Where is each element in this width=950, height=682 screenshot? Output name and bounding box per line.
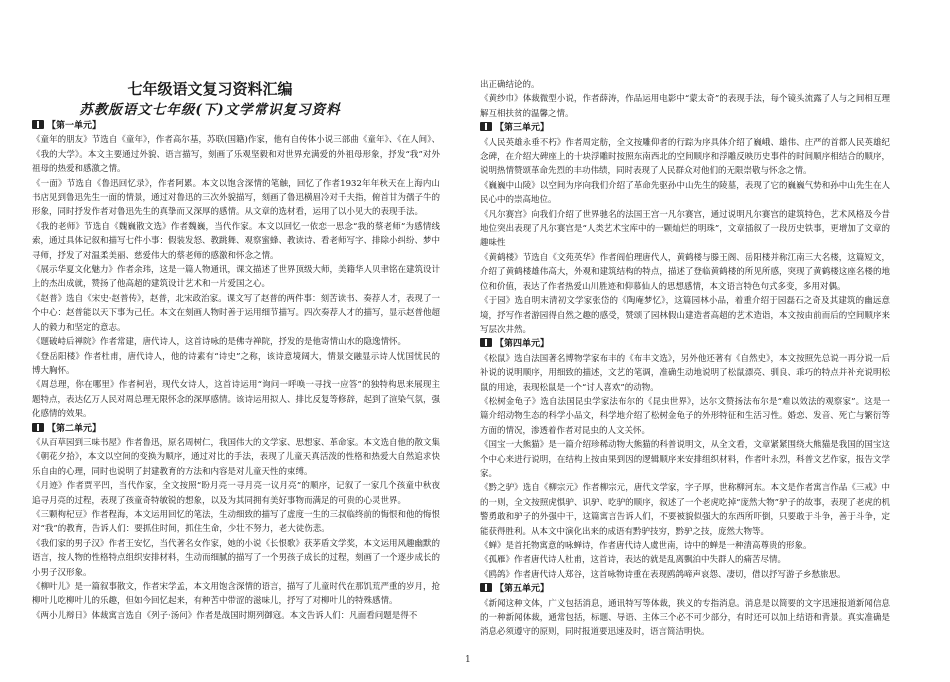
book-icon	[32, 423, 44, 432]
paragraph: 《巍巍中山陵》以空间为序向我们介绍了革命先驱孙中山先生的陵墓，表现了它的巍巍气势和孙中山先生在人民心中的崇高地位。	[480, 180, 890, 206]
paragraph: 《鸥鸽》作者唐代诗人郑谷，这首咏物诗重在表现鸥鸽啼声哀怨、凄切，借以抒写游子乡愁旅思。	[480, 569, 846, 580]
unit-heading-text: 【第二单元】	[47, 423, 102, 434]
paragraph: 《黄纱巾》体裁微型小说，作者薛涛，作品运用电影中“蒙太奇”的表现手法，每个镜头流露了人与之间相互理解互相扶贫的温馨之情。	[480, 94, 890, 119]
book-icon	[480, 122, 492, 131]
paragraph: 《从百草园到三味书屋》作者鲁迅，原名周树仁，我国伟大的文学家、思想家、革命家。本文选自他的散文集《朝花夕拾》，本文以空间的变换为顺序，通过对比的手法，表现了儿童天真活泼的性格和热爱大自然追求快乐自由的心理，同时也说明了封建教育的方法和内容是对儿童天性的束缚。	[32, 437, 441, 477]
paragraph: 《于园》选自明末清初文学家张岱的《陶庵梦忆》，这篇园林小品，着重介绍于园磊石之奇及其建筑的幽远意境，抒写作者游园得自然之趣的感受，赞颂了园林假山建造者高超的艺术造诣，本文按由前而后的空间顺序来写层次井然。	[480, 296, 890, 335]
book-icon	[32, 120, 44, 129]
unit-heading-text: 【第三单元】	[495, 123, 550, 134]
paragraph: 《柳叶儿》是一篇叙事散文，作者宋学孟，本文用饱含深情的语言，描写了儿童时代在那饥荒严重的岁月，抢柳叶儿吃柳叶儿的乐趣，但如今回忆起来，有种苦中带涩的滋味儿，抒写了对柳叶儿的特殊感情。	[32, 582, 441, 607]
paragraph: 《题破峙后禅院》作者常建，唐代诗人，这首诗咏的是佛寺禅院，抒发的是他寄情山水的隐逸情怀。	[32, 337, 407, 348]
unit-heading	[480, 337, 890, 351]
unit-heading-text: 【第一单元】	[47, 121, 102, 131]
right-column	[480, 78, 890, 640]
page-number: 1	[465, 655, 471, 665]
paragraph: 《蝉》是首托物寓意的咏蝉诗，作者唐代诗人虞世南，诗中的蝉是一种清高尊贵的形象。	[480, 541, 812, 551]
paragraph: 《松鼠》选自法国著名博物学家布丰的《布丰文选》，另外他还著有《自然史》，本文按照先总说一再分说一后补说的说明顺序，用细致的描述，文艺的笔调，准确生动地说明了松鼠漂亮、驯良、乖巧的特点并补充说明松鼠的用途，表现松鼠是一个“讨人喜欢”的动物。	[480, 353, 890, 393]
paragraph: 《松树金龟子》选自法国昆虫学家法布尔的《昆虫世界》，达尔文赞扬法布尔是“难以效法的观察家”。这是一篇介绍动物生态的科学小品文，科学地介绍了松树金龟子的外形特征和生活习性。婚恋、发音、死亡与繁衍等方面的情况，渗透着作者对昆虫的人文关怀。	[480, 396, 890, 436]
paragraph: 《人民英雄永垂不朽》作者周定舫，全文按雕仰者的行踪为序具体介绍了巍峨、雄伟、庄严的首都人民英雄纪念碑，在介绍大碑座上的十块浮雕时按照东南西北的空间顺序和浮雕反映历史事件的时间顺序相结合的顺序，说明热情赞颂革命先烈的丰功伟绩，同时表现了人民群众对他们的无限崇敬与怀念之情。	[480, 137, 890, 177]
paragraph: 《新闻这种文体，广义包括消息，通讯特写等体裁，狭义的专指消息。消息是以简要的文字迅速报道新闻信息的一种新闻体裁，通常包括，标题、导语、主体三个必不可少部分，有时还可以加上结语和背景。真实准确是消息必须遵守的原则，同时报道要迅速及时，语言简洁明快。	[480, 598, 890, 638]
left-column	[32, 119, 440, 623]
book-icon	[480, 583, 492, 592]
paragraph: 《我们家的男子汉》作者王安忆，当代著名女作家，她的小说《长恨歌》获茅盾文学奖，本文运用风趣幽默的语言，按人物的性格特点组织安排材料，生动而细腻的描写了一个男孩子成长的过程，刻画了一个逐步成长的小男子汉形象。	[32, 538, 441, 578]
unit-heading-text: 【第四单元】	[495, 339, 550, 350]
unit-heading-text: 【第五单元】	[495, 584, 550, 595]
paragraph: 《童年的朋友》节选自《童年》，作者高尔基，苏联(国籍)作家，他有自传体小说三部曲《童年》、《在人间》、《我的大学》。本文主要通过外貌、语言描写，刻画了乐观坚毅和对世界充满爱的外祖母形象，抒发“我”对外祖母的热爱和感激之情。	[32, 135, 440, 175]
paragraph: 《三颗枸杞豆》作者程海，本文运用回忆的笔法，生动细致的描写了虚度一生的三叔临终前的悔恨和他的悔恨对“我”的教育，告诉人们：要抓住时间，抓住生命，少壮不努力，老大徒伤悲。	[32, 509, 441, 535]
unit-heading	[32, 422, 440, 436]
paragraph: 《孤雁》作者唐代诗人杜甫，这首诗，表达的就是乱离飘泊中失群人的痛苦尽情。	[480, 555, 787, 566]
unit-heading	[480, 582, 890, 596]
paragraph: 《凡尔赛宫》向我们介绍了世界驰名的法国王宫一凡尔赛宫，通过说明凡尔赛宫的建筑特色，艺术风格及今昔地位突出表现了凡尔赛宫是“人类艺术宝库中的一颗灿烂的明珠”，文章插叙了一段历史铁事，更增加了文章的趣味性	[480, 209, 890, 249]
unit-heading	[480, 121, 890, 135]
document-subtitle: 苏教版语文七年级(下)文学常识复习资料	[79, 102, 341, 118]
document-title: 七年级语文复习资料汇编	[127, 80, 293, 98]
paragraph: 《赵普》选自《宋史·赵普传》，赵普，北宋政治家。课文写了赵普的两件事：刻苦读书、奏荐人才，表现了一个中心：赵普能以天下事为己任。本文在刻画人物时善于运用细节描写。四次奏荐人才的描写，显示赵普他超人的毅力和坚定的意志。	[32, 293, 441, 333]
paragraph: 《月迹》作者贾平凹，当代作家，全文按照“盼月亮一寻月亮一议月亮”的顺序，记叙了一家几个孩童中秋夜追寻月亮的过程，表现了孩童奇特敏锐的想象，以及为其同拥有美好事物而满足的可贵的心灵世界。	[32, 481, 440, 506]
unit-heading	[32, 119, 440, 133]
paragraph: 《两小儿辩日》体裁寓言选自《列子·汤问》作者是战国时期列御寇。本文告诉人们：凡面看问题是得不	[32, 610, 418, 621]
paragraph: 《一面》节选自《鲁迅回忆录》，作者阿累。本文以饱含深情的笔触，回忆了作者1932年年秋天在上海内山书店见到鲁迅先生一面的情景，通过对鲁迅的三次外貌描写，刻画了鲁迅横眉冷对千夫指，俯首甘为孺子牛的形象，同时抒发作者对鲁迅先生的真挚而又深厚的感情。从文章的选材看，运用了以小见大的表现手法。	[32, 178, 441, 218]
paragraph: 《黔之驴》选自《柳宗元》作者柳宗元，唐代文学家，字子厚，世称柳河东。本文是作者寓言作品《三戒》中的一则，全文按照虎惧驴、识驴、吃驴的顺序，叙述了一个老虎吃掉“庞然大物”驴子的故事，表现了老虎的机警勇敢和驴子的外强中干，这篇寓言告诉人们，不要被貌似强大的东西所吓倒，只要敢于斗争，善于斗争，定能获得胜利。从本文中演化出来的成语有黔驴技穷，黔驴之技，庞然大物等。	[480, 483, 890, 537]
paragraph: 《展示华夏文化魅力》作者余玮，这是一篇人物通讯，课文描述了世界顶级大师，美籍华人贝聿铭在建筑设计上的杰出成就，赞扬了他高超的建筑设计艺术和一片爱国之心。	[32, 265, 441, 290]
paragraph: 《登岳阳楼》作者杜甫，唐代诗人，他的诗素有“诗史”之称，该诗意境阔大，情景交融显示诗人忧国忧民的博大胸怀。	[32, 351, 440, 376]
book-icon	[480, 338, 492, 347]
paragraph: 《周总理，你在哪里》作者柯岩，现代女诗人，这首诗运用“询问一呼唤一寻找一应答”的独特构思来展现主题特点，表达亿万人民对周总理无限怀念的深厚感情。该诗运用拟人、排比反复等修辞，起到了渲染气氛，强化感情的效果。	[32, 380, 441, 420]
paragraph: 《国宝一大熊猫》是一篇介绍珍稀动物大熊猫的科普说明文，从全文看，文章紧紧围绕大熊猫是我国的国宝这个中心来进行说明，在结构上按由果到因的逻辑顺序来安排组织材料，作者叶永烈，科普文艺作家，报告文学家。	[480, 440, 890, 479]
paragraph: 出正确结论的。	[480, 80, 540, 90]
paragraph: 《黄鹤楼》节选自《文苑英华》作者阎伯理唐代人，黄鹤楼与滕王阁、岳阳楼并称江南三大名楼，这篇短文，介绍了黄鹤楼雄伟高大，外观和建筑结构的特点，描述了登临黄鹤楼的所见所感，突现了黄鹤楼这座名楼的地位和价值，表达了作者热爱山川胜迹和仰慕仙人的思想感情，本文语言特色句式多变，多用对偶。	[480, 252, 890, 292]
paragraph: 《我的老师》节选自《魏巍散文选》作者魏巍，当代作家。本文以回忆一依恋一思念“我的蔡老师”为感情线索，通过具体记叙和描写七件小事：假装发怒、教跳舞、观察蜜蜂、教读诗、看老师写字、排除小纠纷、梦中寻师，抒发了对温柔美丽、慈爱伟大的蔡老师的感激和怀念之情。	[32, 221, 441, 261]
